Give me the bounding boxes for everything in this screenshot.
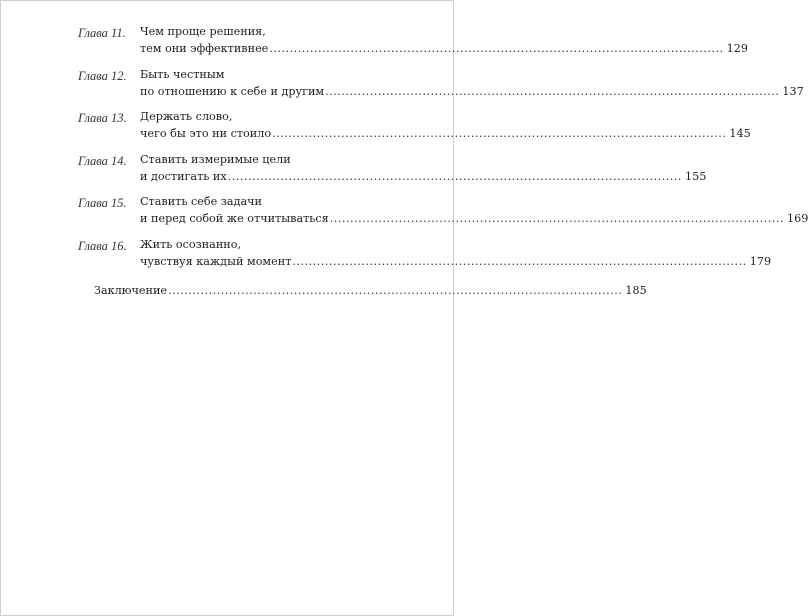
chapter-title-line1: Ставить измеримые цели (140, 152, 291, 166)
toc-entry-conclusion (94, 284, 647, 297)
chapter-label: Глава 12. (78, 68, 127, 83)
chapter-title-line1: Держать слово, (140, 110, 233, 123)
dot-leader: ................................................................................................................ (168, 284, 623, 297)
chapter-label: Глава 16. (78, 238, 127, 253)
chapter-title-line2-row (140, 169, 707, 183)
chapter-label: Глава 11. (78, 26, 126, 40)
page-number: 155 (684, 169, 707, 183)
toc-entry-chapter-13 (1, 106, 751, 148)
chapter-title-line2: чувствуя каждый момент (140, 254, 292, 268)
chapter-title-line2: и перед собой же отчитываться (140, 212, 329, 225)
chapter-title-line1: Жить осознанно, (140, 237, 242, 251)
chapter-label: Глава 15. (78, 196, 127, 210)
chapter-title-line1: Быть честным (140, 67, 225, 81)
dot-leader: ................................................................................................................ (325, 84, 780, 98)
conclusion-title: Заключение (94, 284, 168, 297)
dot-leader: ................................................................................................................ (329, 212, 785, 225)
chapter-title-line2: и достигать их (140, 169, 227, 183)
chapter-title-line2: тем они эффективнее (140, 42, 269, 55)
chapter-title-line2: чего бы это ни стоило (140, 127, 272, 140)
chapter-title-line1: Ставить себе задачи (140, 195, 262, 208)
page-number: 185 (625, 284, 647, 297)
toc-entry-chapter-14 (1, 149, 707, 191)
chapter-title-line2-row (140, 127, 751, 140)
page-number: 145 (729, 127, 751, 140)
chapter-title-line2: по отношению к себе и другим (140, 84, 325, 98)
page-number: 179 (749, 254, 772, 268)
table-of-contents (1, 21, 808, 276)
dot-leader: ................................................................................................................ (292, 254, 747, 268)
chapter-title-line2-row (140, 84, 804, 98)
chapter-title-line2-row (140, 254, 772, 268)
dot-leader: ................................................................................................................ (227, 169, 682, 183)
chapter-label: Глава 14. (78, 153, 127, 168)
toc-entry-chapter-12 (1, 64, 804, 106)
toc-entry-chapter-11 (1, 21, 748, 63)
dot-leader: ................................................................................................................ (272, 127, 727, 140)
chapter-title-line2-row (140, 212, 808, 225)
toc-entry-chapter-16 (1, 234, 772, 276)
chapter-title-line2-row (140, 42, 748, 55)
chapter-title-line1: Чем проще решения, (140, 25, 266, 38)
page-number: 169 (787, 212, 808, 225)
toc-entry-chapter-15 (1, 191, 808, 233)
page-number: 137 (782, 84, 804, 98)
chapter-label: Глава 13. (78, 111, 127, 125)
dot-leader: ................................................................................................................ (269, 42, 724, 55)
page-number: 129 (726, 42, 748, 55)
